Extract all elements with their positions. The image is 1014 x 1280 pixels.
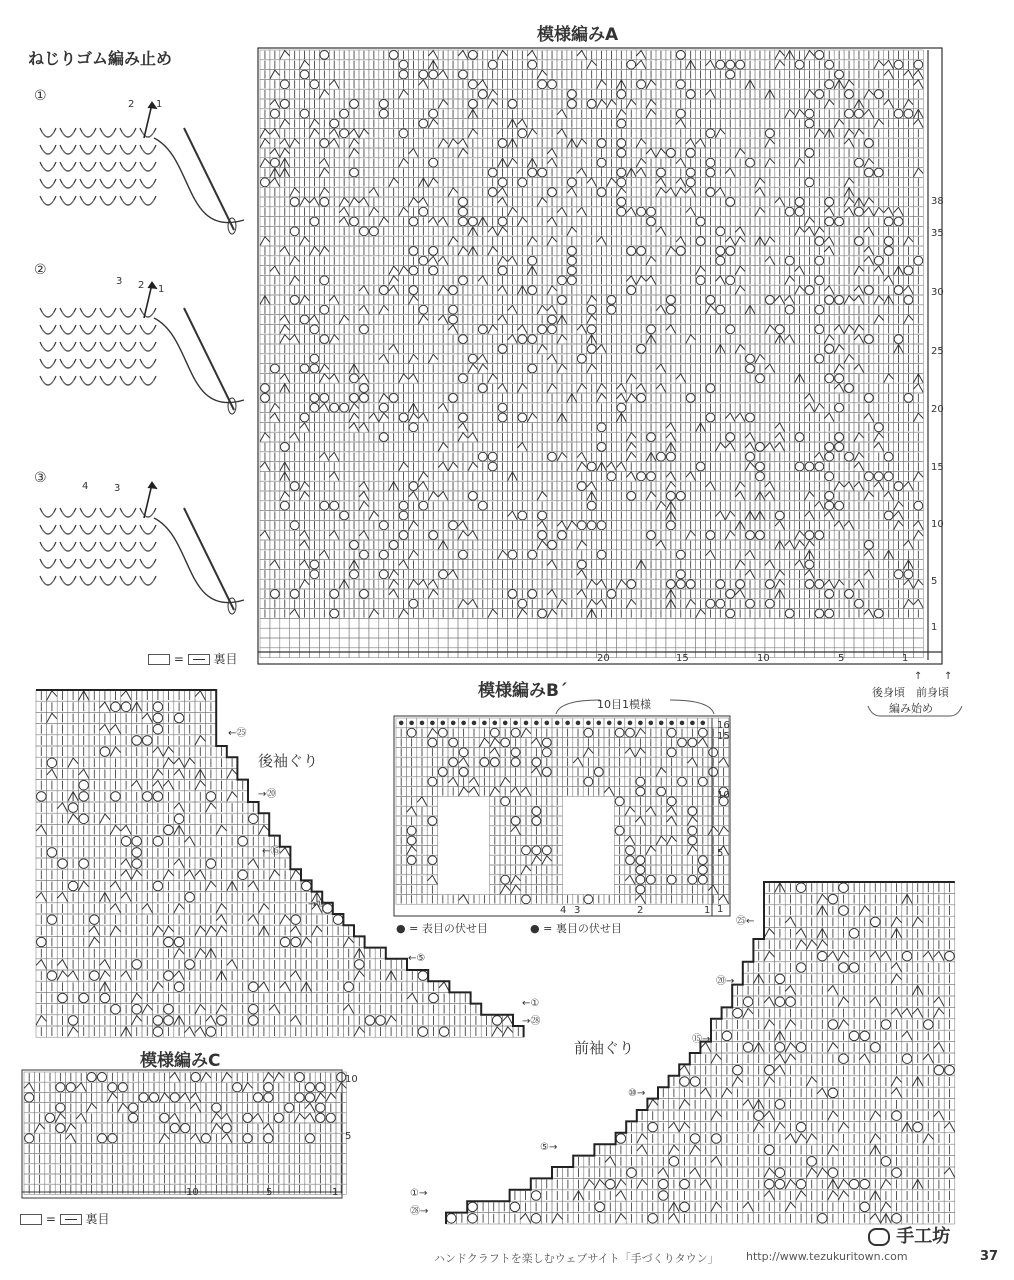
pattern-c-title: 模様編みC — [140, 1051, 221, 1071]
pattern-b-title: 模様編みB´ — [478, 681, 568, 701]
pattern-a-title: 模様編みA — [537, 25, 619, 45]
legend-bottom-eq: = — [45, 1212, 56, 1226]
pattern-a-arrow-2: ↑ — [944, 671, 953, 682]
pattern-a-row-number: 25 — [931, 346, 944, 357]
back-armhole-row-mark: →㉘ — [522, 1016, 541, 1027]
pattern-a-col-number: 20 — [597, 653, 610, 664]
back-armhole-row-mark: ←㉕ — [228, 728, 247, 739]
back-armhole-row-mark: →⑳ — [258, 789, 277, 800]
pattern-a-row-number: 30 — [931, 287, 944, 298]
pattern-b-col-number: 3 — [574, 905, 581, 916]
front-armhole-row-mark: ⑳→ — [716, 976, 735, 987]
legend-bottom-text: 裏目 — [85, 1212, 110, 1226]
legend-bottom — [20, 1210, 110, 1227]
step2-num-3: 3 — [116, 276, 123, 287]
pattern-a-row-number: 5 — [931, 576, 938, 587]
technique-illustration-1 — [40, 102, 244, 234]
pattern-a-row-number: 20 — [931, 404, 944, 415]
back-armhole-row-mark: →⑩ — [308, 899, 326, 910]
step3-num-4: 4 — [82, 481, 89, 492]
technique-step-1: ① — [34, 88, 47, 104]
front-body-label: 前身頃 — [916, 686, 949, 699]
step1-num-1: 1 — [156, 99, 163, 110]
pattern-a-col-number: 10 — [757, 653, 770, 664]
step2-num-2: 2 — [138, 280, 145, 291]
start-label: 編み始め — [889, 702, 933, 715]
step3-num-3: 3 — [114, 483, 121, 494]
pattern-b-row-number: 16 — [717, 720, 730, 731]
technique-illustration-3 — [40, 482, 244, 614]
chat-bubble-icon — [868, 1228, 890, 1246]
pattern-a-col-number: 1 — [902, 653, 909, 664]
technique-step-2: ② — [34, 262, 47, 278]
pattern-c-grid — [24, 1072, 346, 1194]
back-armhole-title: 後袖ぐり — [258, 752, 319, 770]
pattern-b-row-number: 15 — [717, 731, 730, 742]
pattern-a-row-number: 35 — [931, 228, 944, 239]
pattern-a-col-number: 15 — [676, 653, 689, 664]
pattern-b-repeat: 10目1模様 — [597, 698, 651, 711]
legend-main-eq: = — [173, 652, 184, 666]
pattern-c-col-number: 10 — [186, 1187, 199, 1198]
legend-main — [148, 650, 238, 667]
front-armhole-row-mark: ⑮→ — [692, 1034, 711, 1045]
purl-symbol-icon-2 — [60, 1214, 82, 1225]
front-armhole-row-mark: ⑤→ — [540, 1142, 558, 1153]
legend-main-text: 裏目 — [213, 652, 238, 666]
technique-step-3: ③ — [34, 470, 47, 486]
pattern-b-col-number: 2 — [637, 905, 644, 916]
pattern-b-grid — [396, 718, 729, 904]
pattern-b-row-number: 1 — [717, 904, 724, 915]
footer-url[interactable]: http://www.tezukuritown.com — [746, 1250, 908, 1263]
back-armhole-grid — [36, 690, 524, 1037]
pattern-c-col-number: 5 — [266, 1187, 273, 1198]
pattern-a-col-number: 5 — [838, 653, 845, 664]
pattern-c-row-number: 10 — [345, 1074, 358, 1085]
back-armhole-row-mark: ←① — [522, 998, 540, 1009]
pattern-a-arrow-1: ↑ — [914, 671, 923, 682]
front-armhole-row-mark: ①→ — [410, 1188, 428, 1199]
pattern-c-col-number: 1 — [332, 1187, 339, 1198]
pattern-a-row-number: 10 — [931, 519, 944, 530]
pattern-b-row-number: 5 — [717, 848, 724, 859]
step1-num-2: 2 — [128, 99, 135, 110]
technique-illustration-2 — [40, 282, 244, 414]
front-armhole-title: 前袖ぐり — [574, 1039, 635, 1057]
purl-symbol-icon — [188, 654, 210, 665]
front-armhole-row-mark: ㉘→ — [410, 1206, 429, 1217]
page-number: 37 — [980, 1249, 999, 1264]
back-armhole-row-mark: ←⑤ — [408, 953, 426, 964]
front-armhole-row-mark: ⑩→ — [628, 1088, 646, 1099]
watermark: 手工坊 — [868, 1222, 950, 1248]
pattern-b-col-number: 4 — [560, 905, 567, 916]
back-body-label: 後身頃 — [872, 686, 905, 699]
footer-site: ハンドクラフトを楽しむウェブサイト「手づくりタウン」 — [434, 1252, 719, 1265]
legend-knit-bind-off: ● = 表目の伏せ目 — [396, 922, 488, 935]
back-armhole-row-mark: ←⑮ — [262, 846, 281, 857]
technique-title: ねじりゴム編み止め — [28, 49, 173, 68]
knit-symbol-icon — [148, 654, 170, 665]
knit-symbol-icon-2 — [20, 1214, 42, 1225]
pattern-a-grid — [260, 50, 923, 658]
pattern-a-row-number: 15 — [931, 462, 944, 473]
pattern-c-row-number: 5 — [345, 1131, 352, 1142]
pattern-a-row-number: 1 — [931, 622, 938, 633]
pattern-b-col-number: 1 — [704, 905, 711, 916]
pattern-a-row-number: 38 — [931, 196, 944, 207]
legend-purl-bind-off: ● = 裏目の伏せ目 — [530, 922, 622, 935]
front-armhole-row-mark: ㉕← — [736, 916, 755, 927]
pattern-b-row-number: 10 — [717, 790, 730, 801]
step2-num-1: 1 — [158, 284, 165, 295]
